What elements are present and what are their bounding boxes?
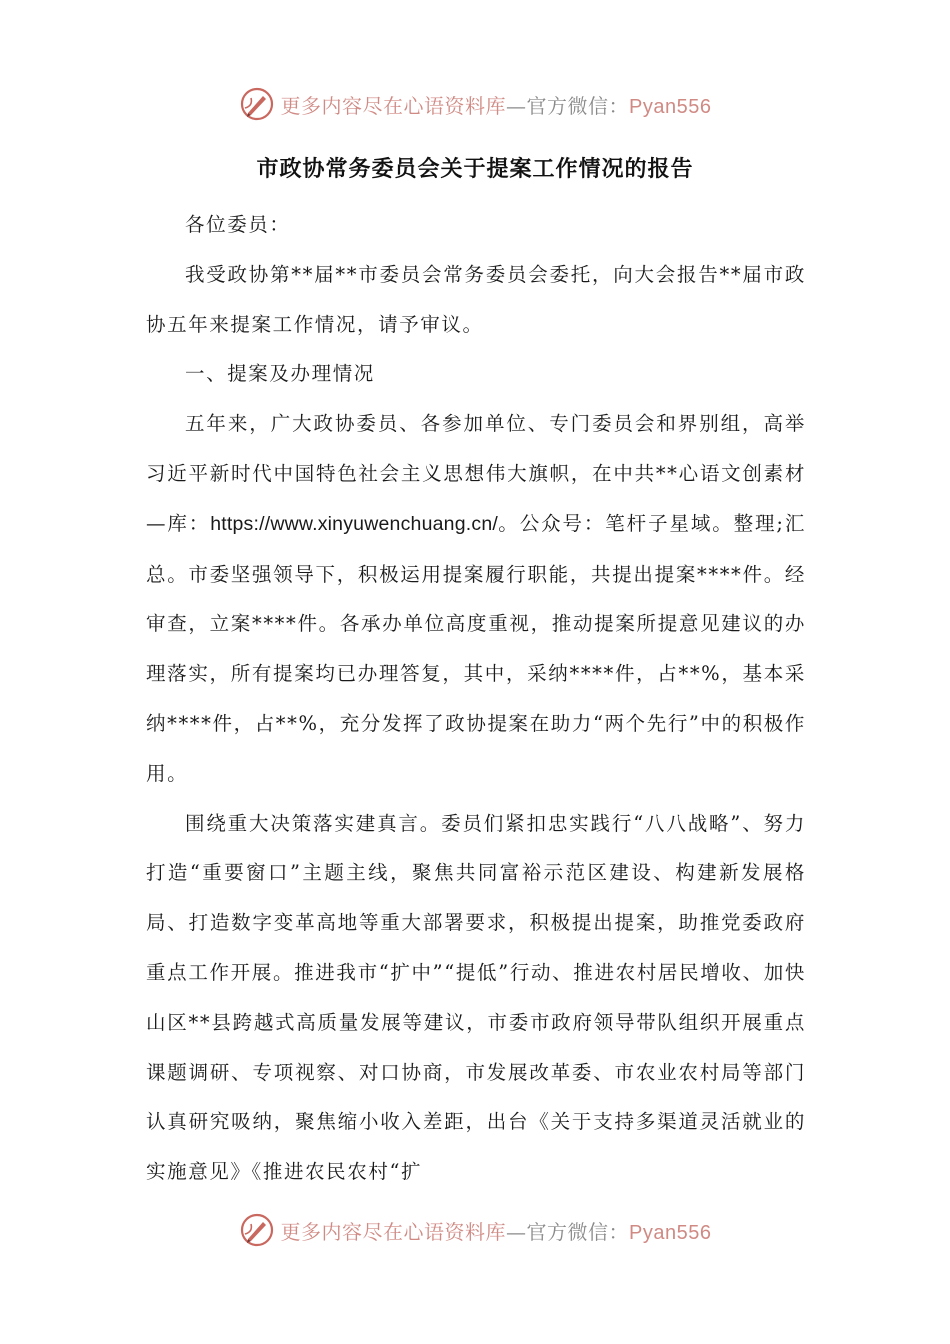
greeting: 各位委员： <box>185 213 291 236</box>
watermark-text: 更多内容尽在心语资料库—官方微信：Pyan556 <box>280 1219 712 1244</box>
paragraph-1-text-a: 五年来，广大政协委员、各参加单位、专门委员会和界别组，高举习近平新时代中国特色社会主义思想伟大旗帜，在中共**心语文创素材—库： <box>146 412 806 535</box>
document-body <box>146 200 806 1197</box>
document-title: 市政协常务委员会关于提案工作情况的报告 <box>256 157 694 182</box>
intro-paragraph: 我受政协第**届**市委员会常务委员会委托，向大会报告**届市政协五年来提案工作情况，请予审议。 <box>146 262 806 336</box>
watermark-text: 更多内容尽在心语资料库—官方微信：Pyan556 <box>280 93 712 118</box>
pen-circle-logo-icon <box>239 86 275 122</box>
source-url: https://www.xinyuwenchuang.cn/ <box>210 512 499 535</box>
paragraph-2: 围绕重大决策落实建真言。委员们紧扣忠实践行“八八战略”、努力打造“重要窗口”主题主线，聚焦共同富裕示范区建设、构建新发展格局、打造数字变革高地等重大部署要求，积极提出提案，助推党委政府重点工作开展。推进我市“扩中”“提低”行动、推进农村居民增收、加快山区**县跨越式高质量发展等建议，市委市政府领导带队组织开展重点课题调研、专项视察、对口协商，市发展改革委、市农业农村局等部门认真研究吸纳，聚焦缩小收入差距，出台《关于支持多渠道灵活就业的实施意见》《推进农民农村“扩 <box>146 811 806 1184</box>
footer-watermark-banner <box>0 1210 950 1250</box>
section-heading: 一、提案及办理情况 <box>185 362 375 386</box>
paragraph-1-text-b: 。公众号：笔杆子星域。整理;汇总。市委坚强领导下，积极运用提案履行职能，共提出提案****件。经审查，立案****件。各承办单位高度重视，推动提案所提意见建议的办理落实，所有提案均已办理答复，其中，采纳****件，占**%，基本采纳****件，占**%，充分发挥了政协提案在助力“两个先行”中的积极作用。 <box>146 511 806 785</box>
header-watermark-banner <box>0 84 950 124</box>
pen-circle-logo-icon <box>239 1212 275 1248</box>
paragraph-1 <box>146 399 806 798</box>
